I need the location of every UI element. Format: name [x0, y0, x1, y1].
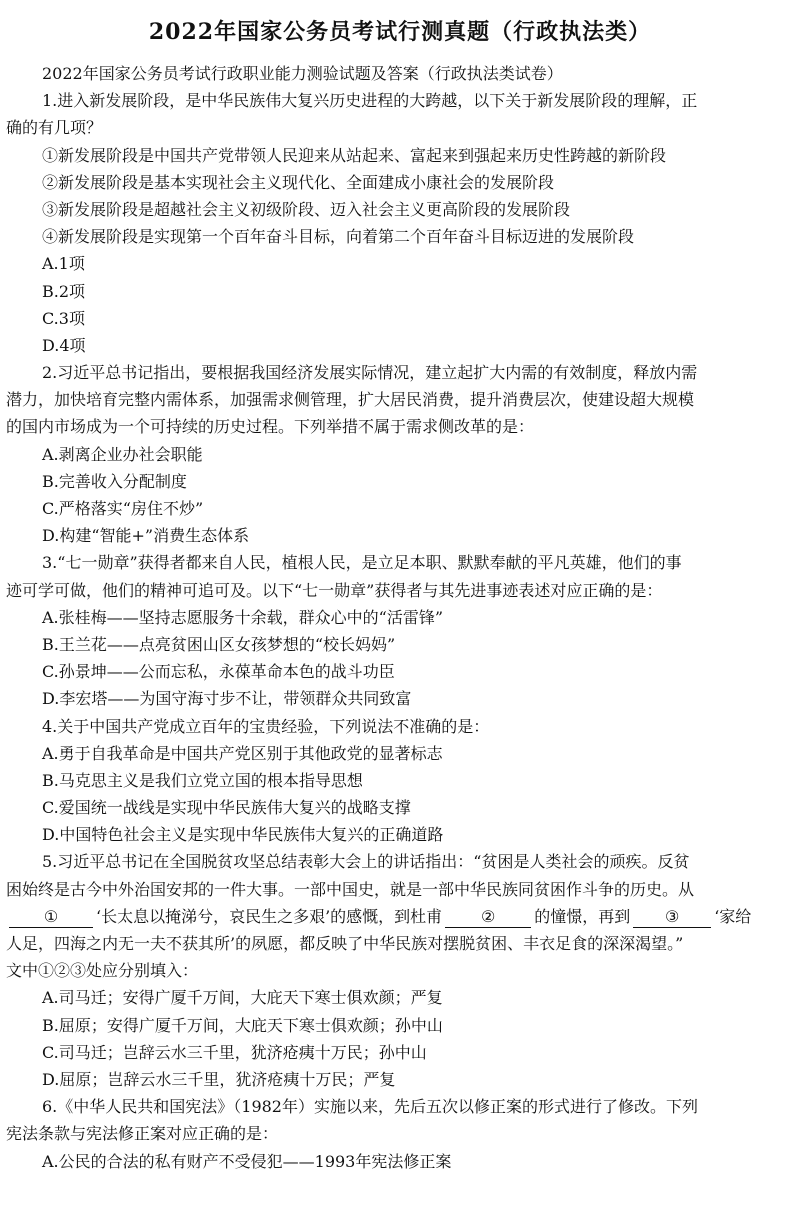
question-5-stem-cont: 人足，四海之内无一夫不获其所’的夙愿，都反映了中华民族对摆脱贫困、丰衣足食的深深渴望。” [6, 934, 684, 953]
question-1-stem: 1.进入新发展阶段，是中华民族伟大复兴历史进程的大跨越，以下关于新发展阶段的理解，正 [42, 91, 698, 111]
document-body [6, 60, 794, 1175]
question-3-stem: 3.“七一勋章”获得者都来自人民，植根人民，是立足本职、默默奉献的平凡英雄，他们的事 [42, 553, 682, 573]
fill-blank-3: ③ [633, 907, 711, 928]
question-1-statement: ④新发展阶段是实现第一个百年奋斗目标，向着第二个百年奋斗目标迈进的发展阶段 [42, 227, 635, 247]
question-5-option-a: A.司马迁；安得广厦千万间，大庇天下寒士俱欢颜；严复 [42, 988, 443, 1008]
question-4-option-d: D.中国特色社会主义是实现中华民族伟大复兴的正确道路 [42, 825, 444, 845]
question-2-stem: 2.习近平总书记指出，要根据我国经济发展实际情况，建立起扩大内需的有效制度，释放内需 [42, 363, 698, 383]
question-5-text-segment: ‘家给 [714, 906, 752, 926]
question-1-option-a: A.1项 [42, 254, 85, 274]
question-5-option-c: C.司马迁；岂辞云水三千里，犹济疮痍十万民；孙中山 [42, 1042, 427, 1062]
question-4-option-b: B.马克思主义是我们立党立国的根本指导思想 [42, 770, 363, 790]
question-1-option-c: C.3项 [42, 308, 85, 328]
question-1-statement: ①新发展阶段是中国共产党带领人民迎来从站起来、富起来到强起来历史性跨越的新阶段 [42, 145, 667, 165]
page-title: 2022年国家公务员考试行测真题（行政执法类） [148, 19, 652, 45]
question-5-text-segment: ‘长太息以掩涕兮，哀民生之多艰’的感慨，到杜甫 [96, 906, 443, 926]
fill-blank-2: ② [445, 907, 531, 928]
question-3-option-d: D.李宏塔——为国守海寸步不让，带领群众共同致富 [42, 689, 412, 709]
question-3-option-a: A.张桂梅——坚持志愿服务十余载，群众心中的“活雷锋” [42, 607, 444, 627]
question-4-option-a: A.勇于自我革命是中国共产党区别于其他政党的显著标志 [42, 743, 443, 763]
question-3-option-c: C.孙景坤——公而忘私，永葆革命本色的战斗功臣 [42, 662, 395, 682]
question-2-option-d: D.构建“智能+”消费生态体系 [42, 526, 250, 546]
question-5-stem-fill-line [6, 903, 794, 930]
question-3-option-b: B.王兰花——点亮贫困山区女孩梦想的“校长妈妈” [42, 634, 396, 654]
question-1-option-b: B.2项 [42, 281, 86, 301]
question-1-stem-cont: 确的有几项？ [6, 118, 103, 138]
question-5-option-b: B.屈原；安得广厦千万间，大庇天下寒士俱欢颜；孙中山 [42, 1015, 443, 1035]
question-1-statement: ③新发展阶段是超越社会主义初级阶段、迈入社会主义更高阶段的发展阶段 [42, 199, 571, 219]
question-5-option-d: D.屈原；岂辞云水三千里，犹济疮痍十万民；严复 [42, 1069, 396, 1089]
question-3-stem-cont: 迹可学可做，他们的精神可追可及。以下“七一勋章”获得者与其先进事迹表述对应正确的是： [6, 580, 663, 600]
question-2-option-a: A.剥离企业办社会职能 [42, 444, 203, 464]
question-2-option-b: B.完善收入分配制度 [42, 471, 187, 491]
question-2-stem-cont: 潜力，加快培育完整内需体系，加强需求侧管理，扩大居民消费，提升消费层次，使建设超大规模 [6, 390, 695, 410]
fill-blank-1: ① [9, 907, 93, 928]
question-5-stem-cont: 困始终是古今中外治国安邦的一件大事。一部中国史，就是一部中华民族同贫困作斗争的历史。从 [6, 879, 695, 899]
question-1-statement: ②新发展阶段是基本实现社会主义现代化、全面建成小康社会的发展阶段 [42, 172, 555, 192]
question-4-option-c: C.爱国统一战线是实现中华民族伟大复兴的战略支撑 [42, 798, 411, 818]
question-5-stem: 5.习近平总书记在全国脱贫攻坚总结表彰大会上的讲话指出：“贫困是人类社会的顽疾。反贫 [42, 852, 690, 872]
question-4-stem: 4.关于中国共产党成立百年的宝贵经验，下列说法不准确的是： [42, 716, 490, 736]
question-2-option-c: C.严格落实“房住不炒” [42, 499, 204, 518]
question-6-option-a: A.公民的合法的私有财产不受侵犯——1993年宪法修正案 [42, 1151, 452, 1171]
question-2-stem-cont: 的国内市场成为一个可持续的历史过程。下列举措不属于需求侧改革的是： [6, 417, 535, 437]
question-6-stem: 6.《中华人民共和国宪法》（1982年）实施以来，先后五次以修正案的形式进行了修改。下列 [42, 1097, 698, 1117]
question-6-stem-cont: 宪法条款与宪法修正案对应正确的是： [6, 1124, 279, 1144]
question-1-option-d: D.4项 [42, 335, 86, 355]
document-subtitle: 2022年国家公务员考试行政职业能力测验试题及答案（行政执法类试卷） [42, 64, 563, 83]
question-5-text-segment: 的憧憬，再到 [534, 906, 631, 926]
question-5-stem-cont: 文中①②③处应分别填入： [6, 961, 199, 981]
